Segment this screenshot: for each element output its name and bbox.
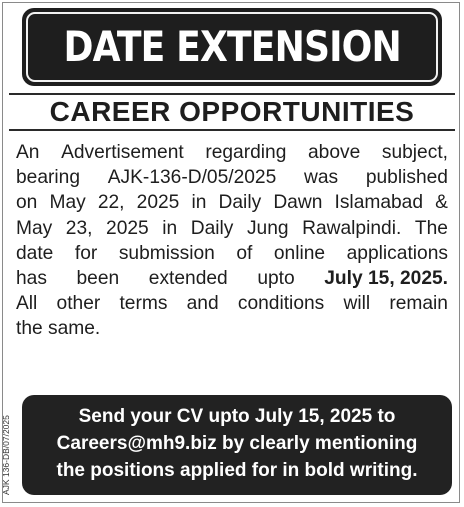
subtitle-box: [9, 93, 455, 131]
body-word: subject,: [381, 142, 448, 163]
body-word: Daily: [190, 217, 234, 239]
body-line: [16, 291, 448, 316]
body-word: Dawn: [273, 192, 323, 214]
cta-line-2: Careers@mh9.biz by clearly mentioning: [56, 433, 418, 454]
body-word: &: [435, 192, 448, 214]
body-word: above: [307, 142, 361, 163]
body-word: Advertisement: [61, 142, 184, 163]
body-word: has: [16, 267, 47, 289]
body-word: remain: [389, 293, 448, 315]
body-word: date: [16, 242, 54, 264]
body-word: 22,: [97, 192, 125, 214]
body-word: Daily: [218, 192, 262, 214]
body-word: regarding: [205, 142, 287, 163]
body-word: of: [236, 242, 253, 264]
announcement-body: [16, 140, 448, 342]
body-word: Rawalpindi.: [302, 217, 402, 239]
body-line: [16, 140, 448, 165]
body-word: published: [365, 167, 448, 189]
body-word: in: [191, 192, 207, 214]
body-word: May: [49, 192, 86, 214]
body-line: [16, 190, 448, 215]
title-banner: [22, 8, 442, 86]
body-word: May: [16, 217, 53, 239]
body-line: [16, 266, 448, 291]
page-subtitle: CAREER OPPORTUNITIES: [49, 96, 415, 127]
body-line-last: [16, 316, 448, 341]
body-word: The: [414, 217, 448, 239]
body-word: conditions: [237, 293, 325, 315]
body-last-text: the same.: [16, 318, 101, 340]
body-word: 2025: [106, 217, 149, 239]
body-word: applications: [346, 242, 448, 264]
title-banner-inner-border: [26, 12, 438, 82]
body-word: All: [16, 293, 38, 315]
body-word: 2025: [136, 192, 180, 214]
body-word: extended: [148, 267, 228, 289]
body-word: 23,: [65, 217, 93, 239]
body-word: Jung: [246, 217, 289, 239]
body-line: [16, 165, 448, 190]
deadline-date: July 15, 2025.: [324, 267, 448, 289]
body-word: An: [16, 142, 40, 163]
body-word: AJK-136-D/05/2025: [107, 167, 277, 189]
body-word: terms: [119, 293, 168, 315]
call-to-action-box: [22, 395, 452, 495]
body-word: upto: [257, 267, 295, 289]
body-word: bearing: [16, 167, 81, 189]
body-word: been: [76, 267, 120, 289]
body-word: will: [343, 293, 371, 315]
cta-line-1: Send your CV upto July 15, 2025 to: [78, 406, 396, 427]
page-title: DATE EXTENSION: [63, 22, 401, 71]
body-word: and: [186, 293, 219, 315]
body-word: on: [16, 192, 38, 214]
body-word: other: [56, 293, 101, 315]
side-reference-code: AJK 136-DB/07/2025: [1, 415, 11, 495]
body-word: for: [74, 242, 98, 264]
body-word: online: [273, 242, 326, 264]
body-word: in: [162, 217, 178, 239]
body-line: [16, 216, 448, 241]
cta-line-3: the positions applied for in bold writing.: [56, 460, 418, 481]
body-word: Islamabad: [334, 192, 424, 214]
body-word: was: [303, 167, 339, 189]
body-word: submission: [118, 242, 215, 264]
body-line: [16, 241, 448, 266]
